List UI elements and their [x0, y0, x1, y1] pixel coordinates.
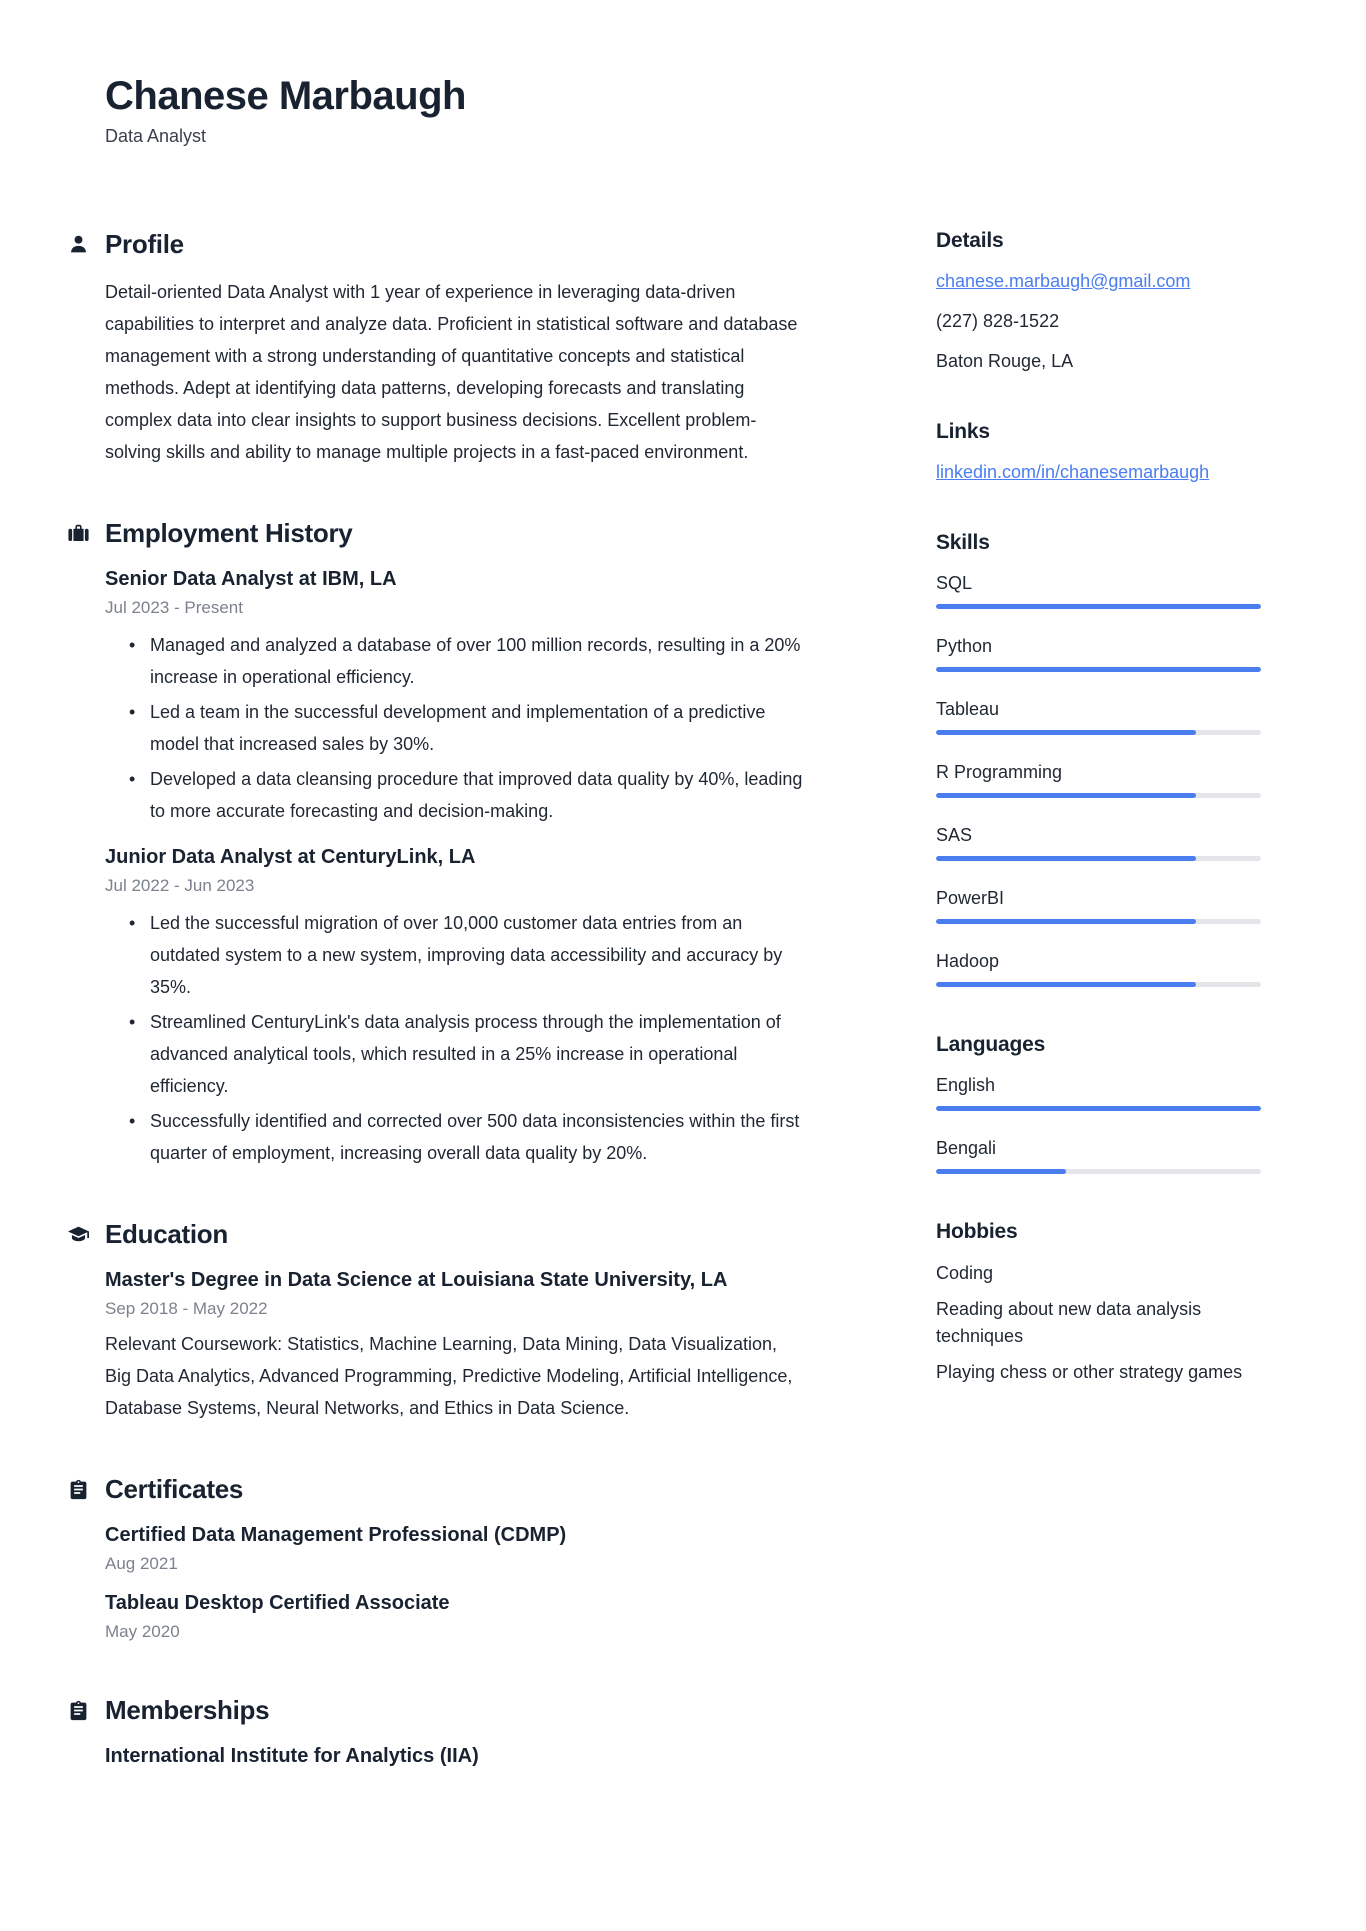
certificate-date: Aug 2021	[105, 1554, 178, 1573]
skill-bar	[936, 856, 1261, 861]
linkedin-link[interactable]: linkedin.com/in/chanesemarbaugh	[936, 462, 1210, 482]
briefcase-icon	[68, 523, 89, 544]
sidebar-links	[936, 420, 1261, 485]
location-text: Baton Rouge, LA	[936, 351, 1074, 371]
language-item	[936, 1136, 1261, 1174]
section-profile	[105, 229, 805, 468]
membership-entry	[105, 1742, 805, 1770]
skill-item	[936, 760, 1261, 798]
skills-heading: Skills	[936, 531, 990, 554]
hobbies-heading: Hobbies	[936, 1220, 1018, 1243]
profile-text: Detail-oriented Data Analyst with 1 year of experience in leveraging data-driven capabilities to interpret and analyze data. Proficient in statistical software and database management with a strong understanding of quantitative concepts and statistical methods. Adept at identifying data patterns, developing forecasts and translating complex data into clear insights to support business decisions. Excellent problem-solving skills and ability to manage multiple projects in a fast-paced environment.	[105, 282, 798, 462]
page-title: Chanese Marbaugh	[105, 74, 466, 118]
skill-bar	[936, 730, 1261, 735]
skill-bar-fill	[936, 856, 1196, 861]
education-heading: Education	[105, 1219, 228, 1249]
certificate-title: Tableau Desktop Certified Associate	[105, 1592, 450, 1614]
skill-name: Hadoop	[936, 951, 1000, 971]
job-title: Junior Data Analyst at CenturyLink, LA	[105, 846, 476, 868]
employment-heading: Employment History	[105, 518, 353, 548]
sidebar-details	[936, 229, 1261, 374]
skill-bar-fill	[936, 793, 1196, 798]
memberships-heading: Memberships	[105, 1695, 270, 1725]
job-entry	[105, 565, 805, 827]
job-bullets	[125, 907, 805, 1169]
job-bullet: • Streamlined CenturyLink's data analysis process through the implementation of advanced analytical tools, which resulted in a 25% increase in operational efficiency.	[125, 1006, 805, 1102]
person-icon	[68, 234, 89, 255]
language-item	[936, 1073, 1261, 1111]
membership-title: International Institute for Analytics (IIA)	[105, 1745, 479, 1767]
job-bullet: • Managed and analyzed a database of over 100 million records, resulting in a 20% increase in operational efficiency.	[125, 629, 805, 693]
language-bar-fill	[936, 1169, 1066, 1174]
skill-name: PowerBI	[936, 888, 1005, 908]
clipboard-icon	[68, 1700, 89, 1721]
language-bar-fill	[936, 1106, 1261, 1111]
skill-item	[936, 823, 1261, 861]
skill-item	[936, 886, 1261, 924]
clipboard-icon	[68, 1479, 89, 1500]
job-bullet: • Developed a data cleansing procedure that improved data quality by 40%, leading to more accurate forecasting and decision-making.	[125, 763, 805, 827]
skill-bar	[936, 982, 1261, 987]
job-entry	[105, 843, 805, 1169]
skill-name: Tableau	[936, 699, 1000, 719]
certificate-title: Certified Data Management Professional (CDMP)	[105, 1524, 567, 1546]
skill-name: R Programming	[936, 762, 1063, 782]
certificate-entry	[105, 1521, 805, 1577]
skill-bar	[936, 793, 1261, 798]
job-bullets	[125, 629, 805, 827]
sidebar-languages	[936, 1033, 1261, 1174]
sidebar	[936, 229, 1261, 1820]
skill-item	[936, 949, 1261, 987]
hobby-item: Coding	[936, 1263, 994, 1283]
education-dates: Sep 2018 - May 2022	[105, 1299, 268, 1318]
skill-bar-fill	[936, 730, 1196, 735]
languages-heading: Languages	[936, 1033, 1046, 1056]
links-heading: Links	[936, 420, 990, 443]
sidebar-hobbies	[936, 1220, 1261, 1386]
skill-bar	[936, 604, 1261, 609]
language-bar	[936, 1106, 1261, 1111]
graduation-cap-icon	[68, 1224, 89, 1245]
language-name: English	[936, 1075, 996, 1095]
skill-item	[936, 571, 1261, 609]
hobby-item: Playing chess or other strategy games	[936, 1362, 1243, 1382]
skill-bar-fill	[936, 604, 1261, 609]
section-education	[105, 1219, 805, 1424]
sidebar-skills	[936, 531, 1261, 987]
phone-number: (227) 828-1522	[936, 311, 1060, 331]
certificate-entry	[105, 1589, 805, 1645]
job-bullet: • Successfully identified and corrected over 500 data inconsistencies within the first quarter of employment, increasing overall data quality by 20%.	[125, 1105, 805, 1169]
job-dates: Jul 2022 - Jun 2023	[105, 876, 255, 895]
skill-name: SQL	[936, 573, 973, 593]
resume-header	[105, 74, 1261, 147]
section-employment	[105, 518, 805, 1169]
skill-item	[936, 697, 1261, 735]
main-column	[105, 229, 805, 1820]
skill-item	[936, 634, 1261, 672]
email-link[interactable]: chanese.marbaugh@gmail.com	[936, 271, 1191, 291]
degree-title: Master's Degree in Data Science at Louisiana State University, LA	[105, 1269, 728, 1291]
language-bar	[936, 1169, 1261, 1174]
skill-bar-fill	[936, 982, 1196, 987]
skill-name: Python	[936, 636, 993, 656]
language-name: Bengali	[936, 1138, 997, 1158]
section-memberships	[105, 1695, 805, 1770]
skill-bar-fill	[936, 919, 1196, 924]
job-bullet: • Led the successful migration of over 10,000 customer data entries from an outdated system to a new system, improving data accessibility and accuracy by 35%.	[125, 907, 805, 1003]
hobby-item: Reading about new data analysis techniques	[936, 1299, 1202, 1346]
profile-heading: Profile	[105, 229, 184, 259]
skill-bar-fill	[936, 667, 1261, 672]
job-title: Senior Data Analyst at IBM, LA	[105, 568, 397, 590]
job-bullet: • Led a team in the successful development and implementation of a predictive model that increased sales by 30%.	[125, 696, 805, 760]
education-description: Relevant Coursework: Statistics, Machine Learning, Data Mining, Data Visualization, Big Data Analytics, Advanced Programming, Predictive Modeling, Artificial Intelligence, Database Systems, Neural Networks, and Ethics in Data Science.	[105, 1334, 793, 1418]
role-subtitle: Data Analyst	[105, 126, 207, 146]
certificate-date: May 2020	[105, 1622, 180, 1641]
certificates-heading: Certificates	[105, 1474, 244, 1504]
skill-bar	[936, 919, 1261, 924]
skill-name: SAS	[936, 825, 973, 845]
details-heading: Details	[936, 229, 1004, 252]
skill-bar	[936, 667, 1261, 672]
section-certificates	[105, 1474, 805, 1645]
content-columns	[105, 229, 1261, 1820]
job-dates: Jul 2023 - Present	[105, 598, 243, 617]
